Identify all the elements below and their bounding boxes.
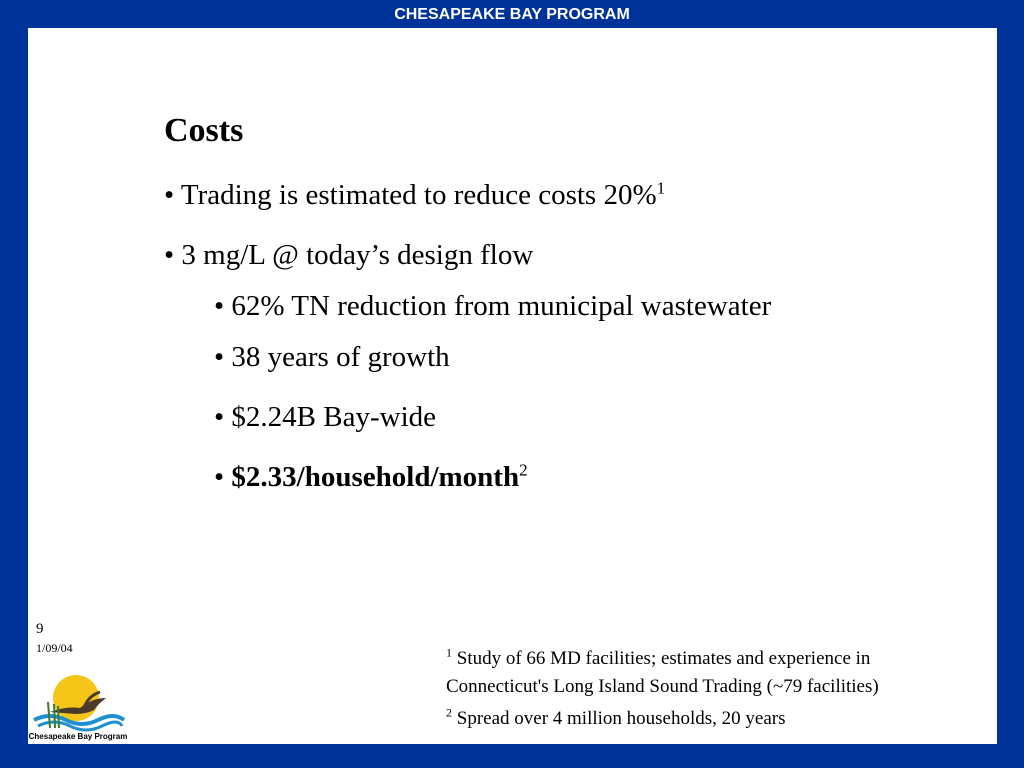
bullet-marker: • [214, 341, 225, 373]
header-banner: CHESAPEAKE BAY PROGRAM [394, 6, 630, 23]
bullet-text: $2.24B Bay-wide [231, 401, 436, 433]
footnote-text: Study of 66 MD facilities; estimates and experience in [456, 648, 871, 669]
sub-bullet-tn-reduction [214, 290, 771, 323]
bullet-marker: • [214, 461, 225, 493]
footnote-ref: 1 [656, 178, 666, 198]
bullet-text: 38 years of growth [231, 341, 450, 373]
footnote-ref: 2 [519, 460, 528, 480]
chesapeake-bay-program-logo-icon [28, 668, 128, 744]
slide-title: Costs [164, 112, 244, 149]
bullet-marker: • [214, 401, 225, 433]
bullet-marker: • [164, 239, 175, 271]
bullet-text: Trading is estimated to reduce costs 20% [180, 179, 657, 211]
footnote-number: 1 [446, 645, 452, 660]
sub-bullet-household-cost [214, 461, 528, 494]
page-date: 1/09/04 [36, 641, 73, 655]
footnote-1-line-2: Connecticut's Long Island Sound Trading (~79 facilities) [446, 676, 879, 697]
footnote-1-line-1 [446, 645, 871, 670]
footnote-text: Spread over 4 million households, 20 years [456, 708, 786, 729]
logo-text: Chesapeake Bay Program [28, 732, 128, 741]
bullet-text: $2.33/household/month [231, 461, 520, 493]
page-number: 9 [36, 621, 44, 637]
slide-content [28, 28, 997, 744]
sub-bullet-bay-wide [214, 401, 436, 434]
bullet-marker: • [164, 179, 175, 211]
bullet-trading [164, 179, 665, 212]
sub-bullet-growth [214, 341, 450, 374]
bullet-text: 62% TN reduction from municipal wastewater [231, 290, 772, 322]
bullet-text: 3 mg/L @ today’s design flow [181, 239, 534, 271]
bullet-design-flow [164, 239, 533, 272]
footnote-2 [446, 705, 786, 730]
bullet-marker: • [214, 290, 225, 322]
footnote-number: 2 [446, 705, 452, 720]
